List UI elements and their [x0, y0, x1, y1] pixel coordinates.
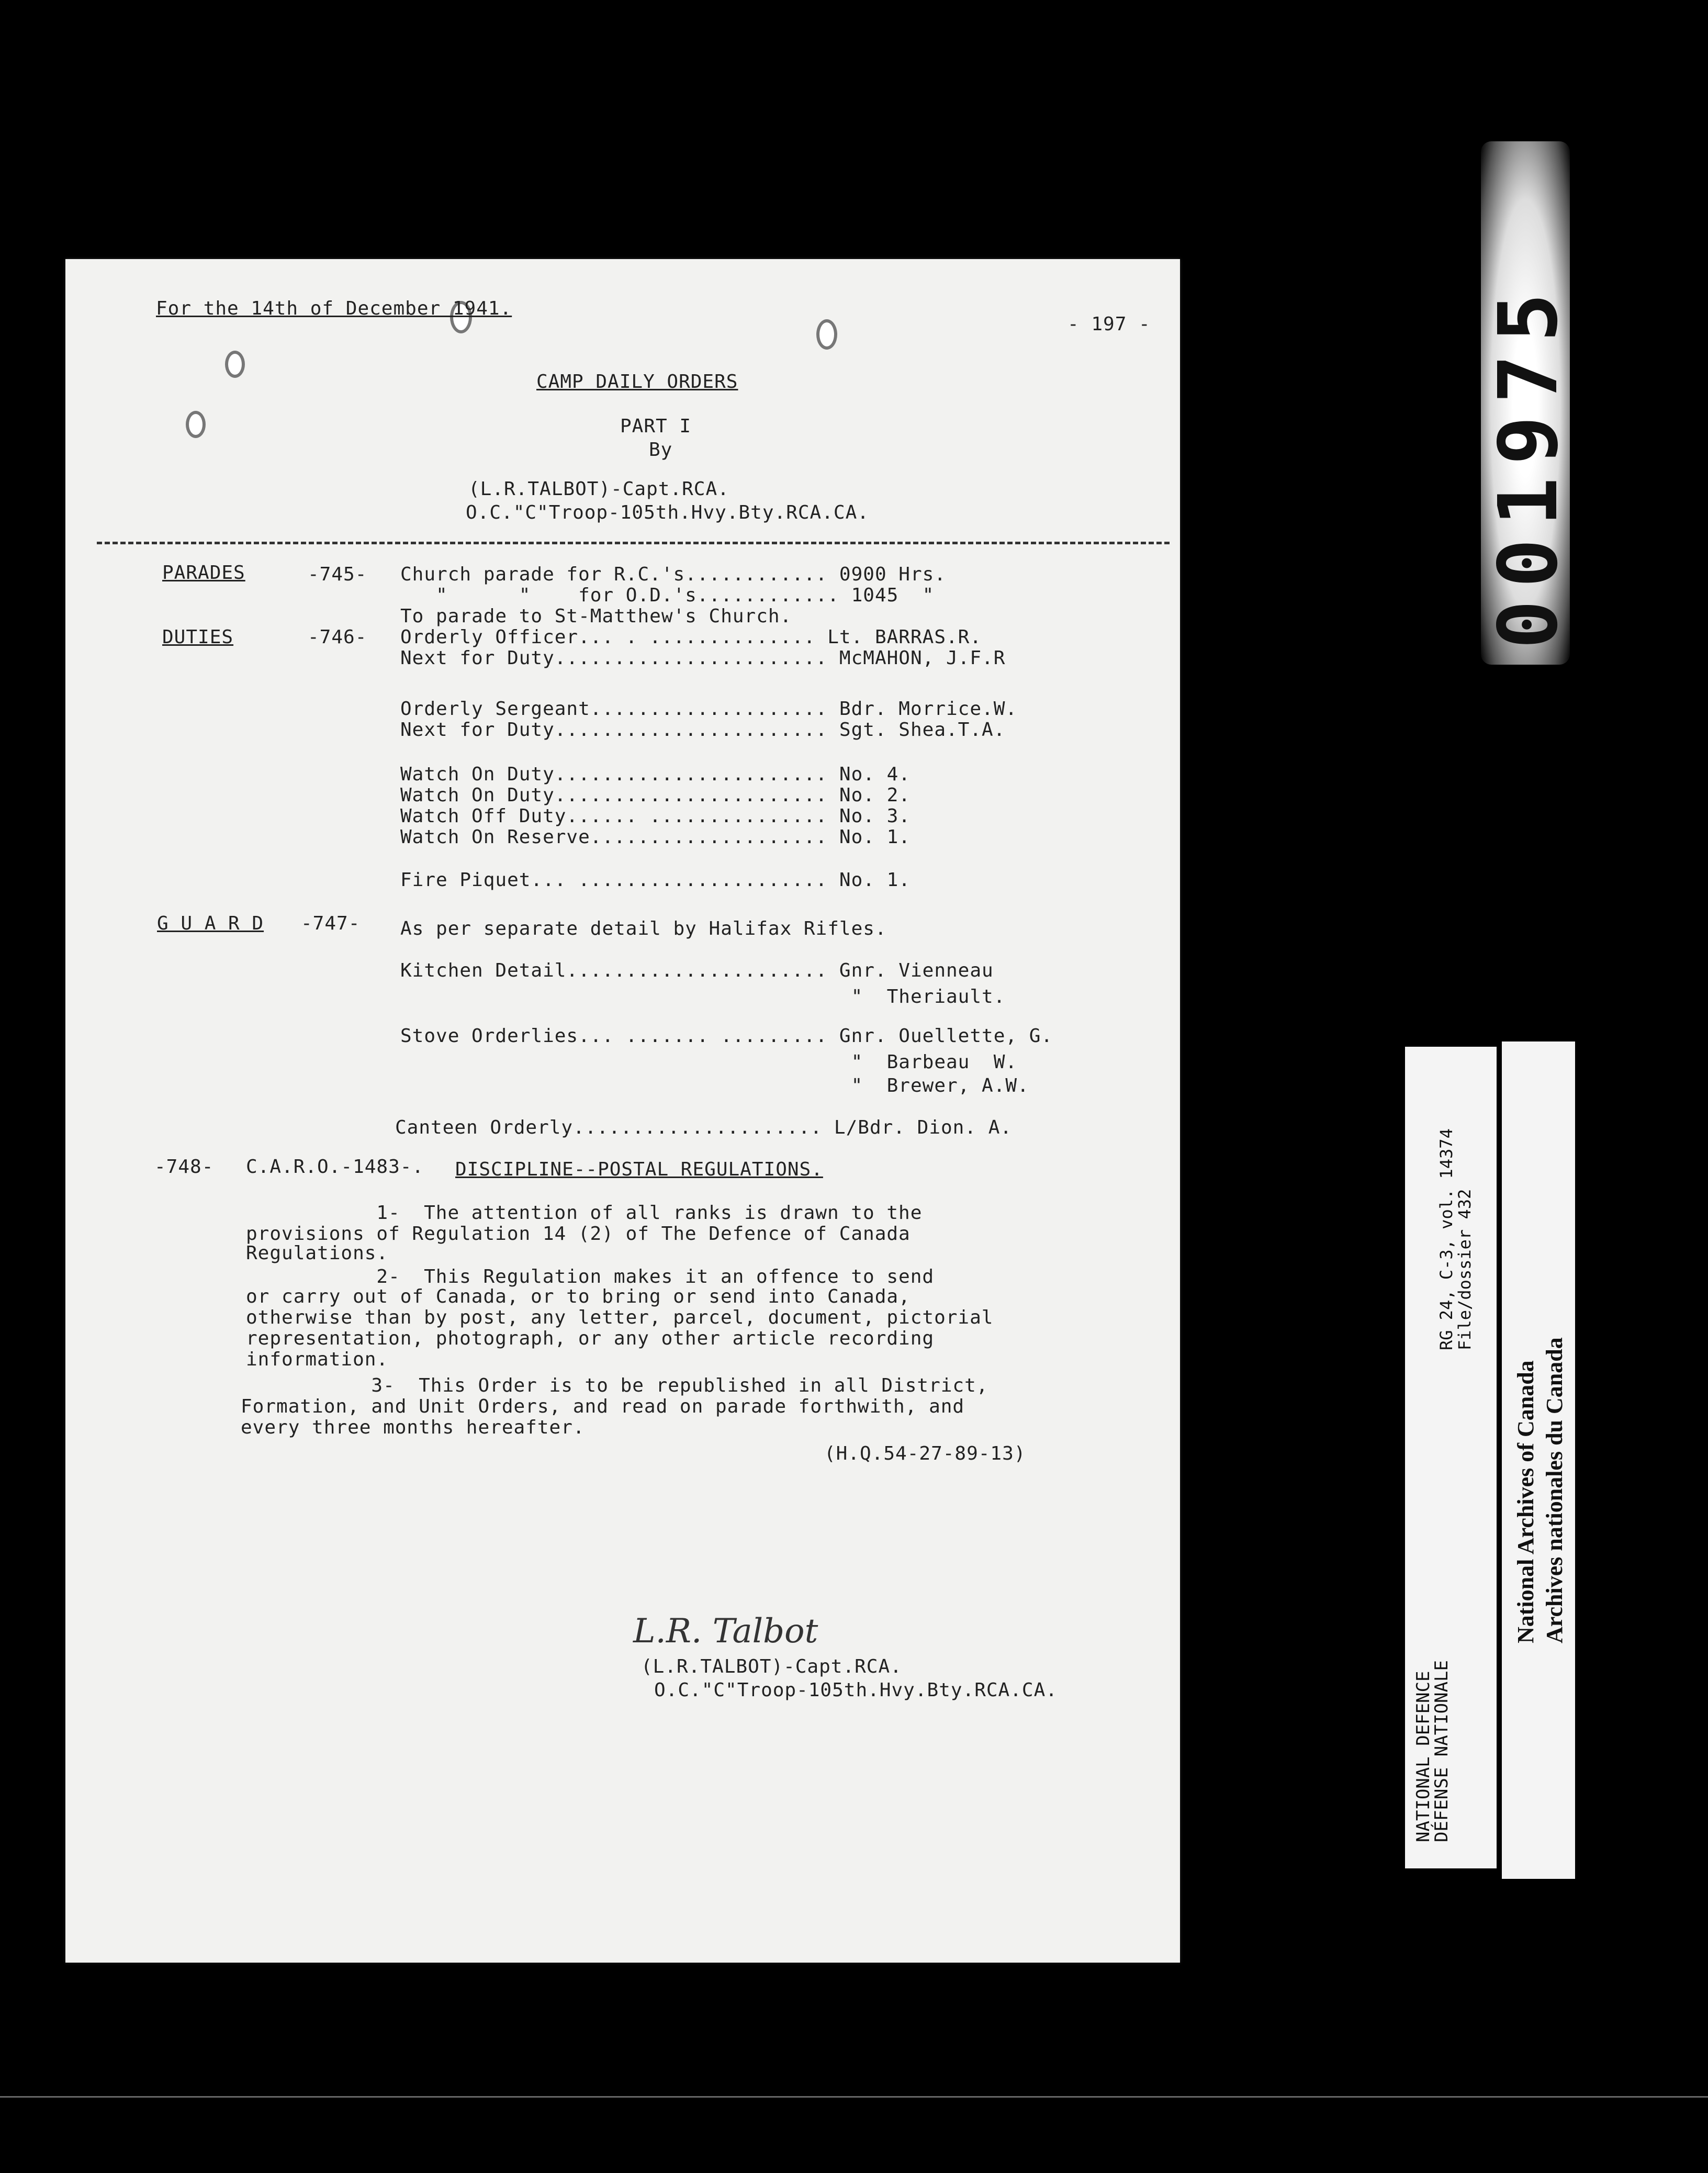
watch-line: Watch Off Duty...... ............... No. 3. [400, 805, 911, 827]
fire-piquet-line: Fire Piquet... ..................... No. 1. [400, 869, 911, 891]
discipline-paragraph: 2- This Regulation makes it an offence to send [246, 1266, 935, 1287]
parades-label: PARADES [162, 562, 245, 584]
issuing-officer: (L.R.TALBOT)-Capt.RCA. [468, 478, 729, 500]
guard-line: As per separate detail by Halifax Rifles. [400, 918, 887, 939]
document-heading: CAMP DAILY ORDERS [536, 371, 738, 393]
archive-stamp-number: 001975 [1481, 281, 1576, 649]
rg-reference: RG 24, C-3, vol. 14374 [1436, 1128, 1456, 1350]
guard-number: -747- [301, 913, 361, 934]
kitchen-line: " Theriault. [400, 986, 1006, 1007]
file-reference: (H.Q.54-27-89-13) [824, 1443, 1026, 1464]
archives-fr: Archives nationales du Canada [1542, 1337, 1567, 1643]
discipline-paragraph: or carry out of Canada, or to bring or send into Canada, [246, 1286, 911, 1307]
dept-fr: DÉFENSE NATIONALE [1431, 1660, 1452, 1842]
watch-line: Watch On Reserve.................... No. 1. [400, 826, 911, 848]
handwritten-signature: L.R. Talbot [633, 1612, 818, 1651]
watch-line: Watch On Duty....................... No. 4. [400, 764, 911, 785]
discipline-paragraph: every three months hereafter. [241, 1417, 585, 1438]
stove-line: " Brewer, A.W. [400, 1075, 1029, 1096]
scan-edge-line [0, 2096, 1708, 2098]
archives-en: National Archives of Canada [1513, 1360, 1538, 1643]
dept-en: NATIONAL DEFENCE [1413, 1671, 1434, 1842]
discipline-reference: C.A.R.O.-1483-. [246, 1156, 424, 1178]
discipline-paragraph: Formation, and Unit Orders, and read on parade forthwith, and [241, 1396, 965, 1417]
duties-line: Next for Duty....................... McMAHON, J.F.R [400, 647, 1006, 669]
separator-line [97, 542, 1170, 544]
stove-line: " Barbeau W. [400, 1051, 1018, 1073]
signature-officer: (L.R.TALBOT)-Capt.RCA. [641, 1656, 902, 1677]
kitchen-line: Kitchen Detail...................... Gnr. Vienneau [400, 960, 994, 981]
part-label: PART I [620, 416, 692, 437]
by-label: By [649, 439, 673, 461]
issuing-unit: O.C."C"Troop-105th.Hvy.Bty.RCA.CA. [466, 502, 869, 523]
parades-line: To parade to St-Matthew's Church. [400, 606, 792, 627]
date-line: For the 14th of December 1941. [156, 298, 512, 319]
duties-number: -746- [308, 626, 367, 648]
discipline-paragraph: representation, photograph, or any other article recording [246, 1328, 935, 1349]
stove-line: Stove Orderlies... ....... ......... Gnr. Ouellette, G. [400, 1025, 1053, 1047]
discipline-paragraph: provisions of Regulation 14 (2) of The Defence of Canada [246, 1223, 911, 1245]
discipline-paragraph: otherwise than by post, any letter, parcel, document, pictorial [246, 1307, 994, 1328]
watch-line: Watch On Duty....................... No. 2. [400, 785, 911, 806]
discipline-number: -748- [154, 1156, 214, 1178]
duties-label: DUTIES [162, 626, 234, 648]
discipline-heading: DISCIPLINE--POSTAL REGULATIONS. [455, 1159, 823, 1180]
duties-line: Orderly Officer... . .............. Lt. BARRAS.R. [400, 626, 982, 648]
file-dossier: File/dossier 432 [1455, 1189, 1475, 1350]
sergeant-line: Orderly Sergeant.................... Bdr. Morrice.W. [400, 698, 1018, 720]
discipline-paragraph: information. [246, 1349, 389, 1370]
punch-hole [186, 411, 206, 438]
parades-line: " " for O.D.'s............ 1045 " [400, 585, 935, 606]
parades-line: Church parade for R.C.'s............ 0900 Hrs. [400, 564, 946, 585]
guard-label: G U A R D [157, 913, 264, 934]
signature-unit: O.C."C"Troop-105th.Hvy.Bty.RCA.CA. [654, 1679, 1058, 1701]
page-number: - 197 - [1068, 313, 1151, 335]
sergeant-line: Next for Duty....................... Sgt. Shea.T.A. [400, 719, 1006, 741]
discipline-paragraph: Regulations. [246, 1242, 389, 1264]
parades-number: -745- [308, 564, 367, 585]
canteen-line: Canteen Orderly..................... L/Bdr. Dion. A. [395, 1117, 1013, 1138]
punch-hole [816, 319, 837, 350]
discipline-paragraph: 1- The attention of all ranks is drawn to the [246, 1202, 923, 1224]
discipline-paragraph: 3- This Order is to be republished in all District, [241, 1375, 988, 1396]
punch-hole [225, 351, 245, 378]
